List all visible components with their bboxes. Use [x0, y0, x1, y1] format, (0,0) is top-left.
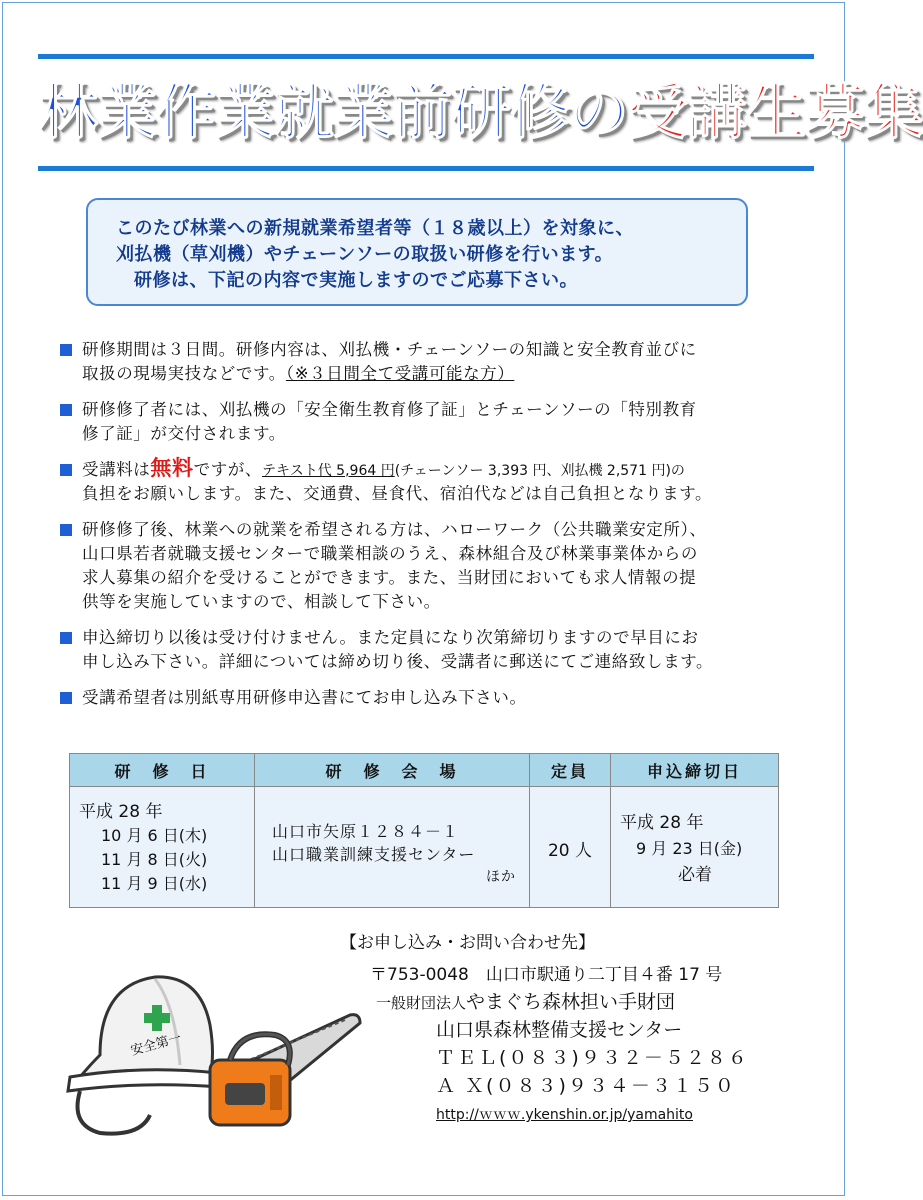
- bullet-text: 供等を実施していますので、相談して下さい。: [82, 592, 441, 611]
- org-prefix: 一般財団法人: [376, 994, 467, 1012]
- bullet-square-icon: [60, 632, 72, 644]
- schedule-table: [69, 753, 779, 908]
- bullet-text: 申し込み下さい。詳細については締め切り後、受講者に郵送にてご連絡致します。: [82, 652, 714, 671]
- bullet-square-icon: [60, 344, 72, 356]
- chainsaw-icon: [210, 1015, 360, 1125]
- bullet-square-icon: [60, 524, 72, 536]
- text-fee-underlined: テキスト代 5,964 円: [262, 463, 395, 479]
- title-rule-bottom: [38, 166, 814, 171]
- deadline-year: 平成 28 年: [620, 813, 704, 833]
- intro-line-1: このたび林業への新規就業希望者等（１８歳以上）を対象に、: [116, 218, 634, 239]
- cell-dates: [70, 787, 255, 908]
- header-venue: 研 修 会 場: [255, 754, 530, 787]
- bullet-text: 研修修了者には、刈払機の「安全衛生教育修了証」とチェーンソーの「特別教育: [82, 400, 697, 419]
- bullet-text-part: 受講料は: [82, 460, 151, 479]
- deadline-date: 9 月 23 日(金): [636, 839, 743, 858]
- contact-url[interactable]: http://ｗｗｗ.ykenshin.or.jp/yamahito: [436, 1107, 693, 1123]
- bullet-text: 研修期間は３日間。研修内容は、刈払機・チェーンソーの知識と安全教育並びに: [82, 340, 697, 359]
- intro-line-2: 刈払機（草刈機）やチェーンソーの取扱い研修を行います。: [116, 244, 614, 265]
- venue-others: ほか: [486, 869, 516, 885]
- text-fee-breakdown: (チェーンソー 3,393 円、刈払機 2,571 円)の: [394, 463, 685, 479]
- free-highlight: 無料: [150, 456, 194, 480]
- bullet-text: [82, 362, 514, 386]
- cell-capacity: [530, 787, 611, 908]
- table-row: [70, 787, 779, 908]
- date-year: 平成 28 年: [79, 802, 163, 822]
- date-2: 11 月 8 日(火): [101, 850, 208, 869]
- bullet-text-part: ですが、: [193, 460, 263, 479]
- bullet-text: 研修修了後、林業への就業を希望される方は、ハローワーク（公共職業安定所）、: [82, 520, 707, 539]
- page-title: [38, 70, 923, 156]
- contact-org: [376, 987, 675, 1014]
- bullet-square-icon: [60, 692, 72, 704]
- bullet-text: 求人募集の紹介を受けることができます。また、当財団においても求人情報の提: [82, 568, 697, 587]
- bullet-text: [82, 456, 685, 483]
- venue-name: 山口職業訓練支援センター: [272, 845, 476, 864]
- deadline-note: 必着: [678, 865, 712, 885]
- contact-heading: 【お申し込み・お問い合わせ先】: [340, 933, 595, 953]
- contact-fax: Ａ Ｘ(０８３)９３４－３１５０: [436, 1075, 736, 1097]
- contact-postal: 〒753-0048 山口市駅通り二丁目４番 17 号: [370, 965, 723, 985]
- intro-line-3: 研修は、下記の内容で実施しますのでご応募下さい。: [134, 270, 578, 291]
- capacity-value: 20 人: [547, 841, 593, 861]
- helmet-icon: [68, 977, 220, 1134]
- contact-tel: ＴＥＬ(０８３)９３２－５２８６: [436, 1047, 749, 1069]
- venue-address: 山口市矢原１２８４－１: [272, 822, 460, 841]
- title-part-2: 受講生募集: [628, 78, 923, 148]
- bullet-square-icon: [60, 464, 72, 476]
- bullet-text: 負担をお願いします。また、交通費、昼食代、宿泊代などは自己負担となります。: [82, 484, 713, 503]
- title-part-1: 林業作業就業前研修の: [38, 78, 628, 148]
- safety-illustration: [60, 965, 370, 1145]
- contact-center: 山口県森林整備支援センター: [436, 1019, 683, 1041]
- table-header-row: [70, 754, 779, 787]
- header-deadline: 申込締切日: [611, 754, 779, 787]
- helmet-text: 安全第一: [129, 1030, 184, 1059]
- bullet-note-underlined: （※３日間全て受講可能な方）: [285, 364, 515, 383]
- header-capacity: 定員: [530, 754, 611, 787]
- title-rule-top: [38, 54, 814, 59]
- cell-venue: [255, 787, 530, 908]
- date-3: 11 月 9 日(水): [101, 874, 208, 893]
- bullet-text: 申込締切り以後は受け付けません。また定員になり次第締切りますので早目にお: [82, 628, 699, 647]
- bullet-text-part: 取扱の現場実技などです。: [82, 364, 286, 383]
- date-1: 10 月 6 日(木): [101, 826, 208, 845]
- cell-deadline: [611, 787, 779, 908]
- header-training-date: 研 修 日: [70, 754, 255, 787]
- org-name: やまぐち森林担い手財団: [466, 991, 676, 1013]
- intro-box: [86, 198, 748, 306]
- bullet-text: 山口県若者就職支援センターで職業相談のうえ、森林組合及び林業事業体からの: [82, 544, 698, 563]
- bullet-text: 受講希望者は別紙専用研修申込書にてお申し込み下さい。: [82, 688, 527, 707]
- bullet-text: 修了証」が交付されます。: [82, 424, 286, 443]
- bullet-square-icon: [60, 404, 72, 416]
